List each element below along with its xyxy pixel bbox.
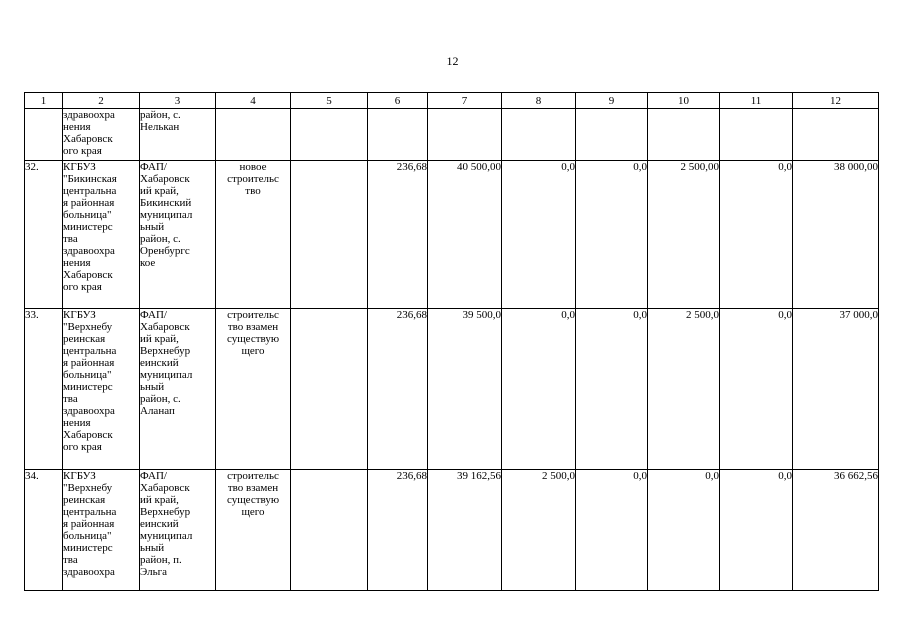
cell-col-6: 236,68 <box>368 470 428 591</box>
cell-col-9: 0,0 <box>576 470 648 591</box>
cell-institution: КГБУЗ "Верхнебу реинская центральна я районная больница" министерс тва здравоохра нения Хабаровск ого края <box>63 309 140 470</box>
cell-col-7 <box>428 109 502 161</box>
table-row <box>25 470 879 591</box>
table-row <box>25 309 879 470</box>
cell-col-9: 0,0 <box>576 161 648 309</box>
cell-number <box>25 109 63 161</box>
cell-number: 34. <box>25 470 63 591</box>
cell-col-5 <box>291 309 368 470</box>
cell-col-10: 2 500,00 <box>648 161 720 309</box>
cell-col-10: 0,0 <box>648 470 720 591</box>
header-col-5: 5 <box>291 93 368 109</box>
cell-institution: КГБУЗ "Верхнебу реинская центральна я районная больница" министерс тва здравоохра <box>63 470 140 591</box>
cell-col-7: 39 162,56 <box>428 470 502 591</box>
cell-col-8: 0,0 <box>502 161 576 309</box>
cell-col-10 <box>648 109 720 161</box>
cell-work-type <box>216 109 291 161</box>
cell-col-9 <box>576 109 648 161</box>
cell-work-type: строительс тво взамен существую щего <box>216 309 291 470</box>
cell-col-7: 40 500,00 <box>428 161 502 309</box>
cell-col-8 <box>502 109 576 161</box>
cell-institution: здравоохра нения Хабаровск ого края <box>63 109 140 161</box>
header-col-2: 2 <box>63 93 140 109</box>
header-col-4: 4 <box>216 93 291 109</box>
cell-number: 32. <box>25 161 63 309</box>
cell-col-7: 39 500,0 <box>428 309 502 470</box>
page-number: 12 <box>446 54 459 68</box>
cell-work-type: новое строительс тво <box>216 161 291 309</box>
cell-number: 33. <box>25 309 63 470</box>
cell-location: ФАП/ Хабаровск ий край, Верхнебур еинский муниципал ьный район, п. Эльга <box>140 470 216 591</box>
header-col-6: 6 <box>368 93 428 109</box>
header-col-3: 3 <box>140 93 216 109</box>
header-col-9: 9 <box>576 93 648 109</box>
cell-col-11: 0,0 <box>720 161 793 309</box>
table-row <box>25 161 879 309</box>
cell-col-9: 0,0 <box>576 309 648 470</box>
cell-location: ФАП/ Хабаровск ий край, Верхнебур еинский муниципал ьный район, с. Аланап <box>140 309 216 470</box>
header-col-12: 12 <box>793 93 879 109</box>
cell-col-11: 0,0 <box>720 470 793 591</box>
cell-col-6 <box>368 109 428 161</box>
cell-col-12: 38 000,00 <box>793 161 879 309</box>
cell-col-11 <box>720 109 793 161</box>
cell-col-12: 37 000,0 <box>793 309 879 470</box>
cell-col-12 <box>793 109 879 161</box>
cell-col-11: 0,0 <box>720 309 793 470</box>
cell-col-5 <box>291 109 368 161</box>
cell-col-5 <box>291 161 368 309</box>
cell-institution: КГБУЗ "Бикинская центральна я районная больница" министерс тва здравоохра нения Хабаровск ого края <box>63 161 140 309</box>
cell-work-type: строительс тво взамен существую щего <box>216 470 291 591</box>
cell-location: район, с. Нелькан <box>140 109 216 161</box>
header-col-8: 8 <box>502 93 576 109</box>
data-table <box>24 92 879 591</box>
header-col-7: 7 <box>428 93 502 109</box>
cell-col-5 <box>291 470 368 591</box>
cell-col-12: 36 662,56 <box>793 470 879 591</box>
header-col-1: 1 <box>25 93 63 109</box>
header-col-11: 11 <box>720 93 793 109</box>
cell-col-6: 236,68 <box>368 161 428 309</box>
cell-col-10: 2 500,0 <box>648 309 720 470</box>
table-row-continuation <box>25 109 879 161</box>
cell-col-8: 2 500,0 <box>502 470 576 591</box>
cell-col-6: 236,68 <box>368 309 428 470</box>
cell-location: ФАП/ Хабаровск ий край, Бикинский муниципал ьный район, с. Оренбургс кое <box>140 161 216 309</box>
header-row <box>25 93 879 109</box>
header-col-10: 10 <box>648 93 720 109</box>
cell-col-8: 0,0 <box>502 309 576 470</box>
